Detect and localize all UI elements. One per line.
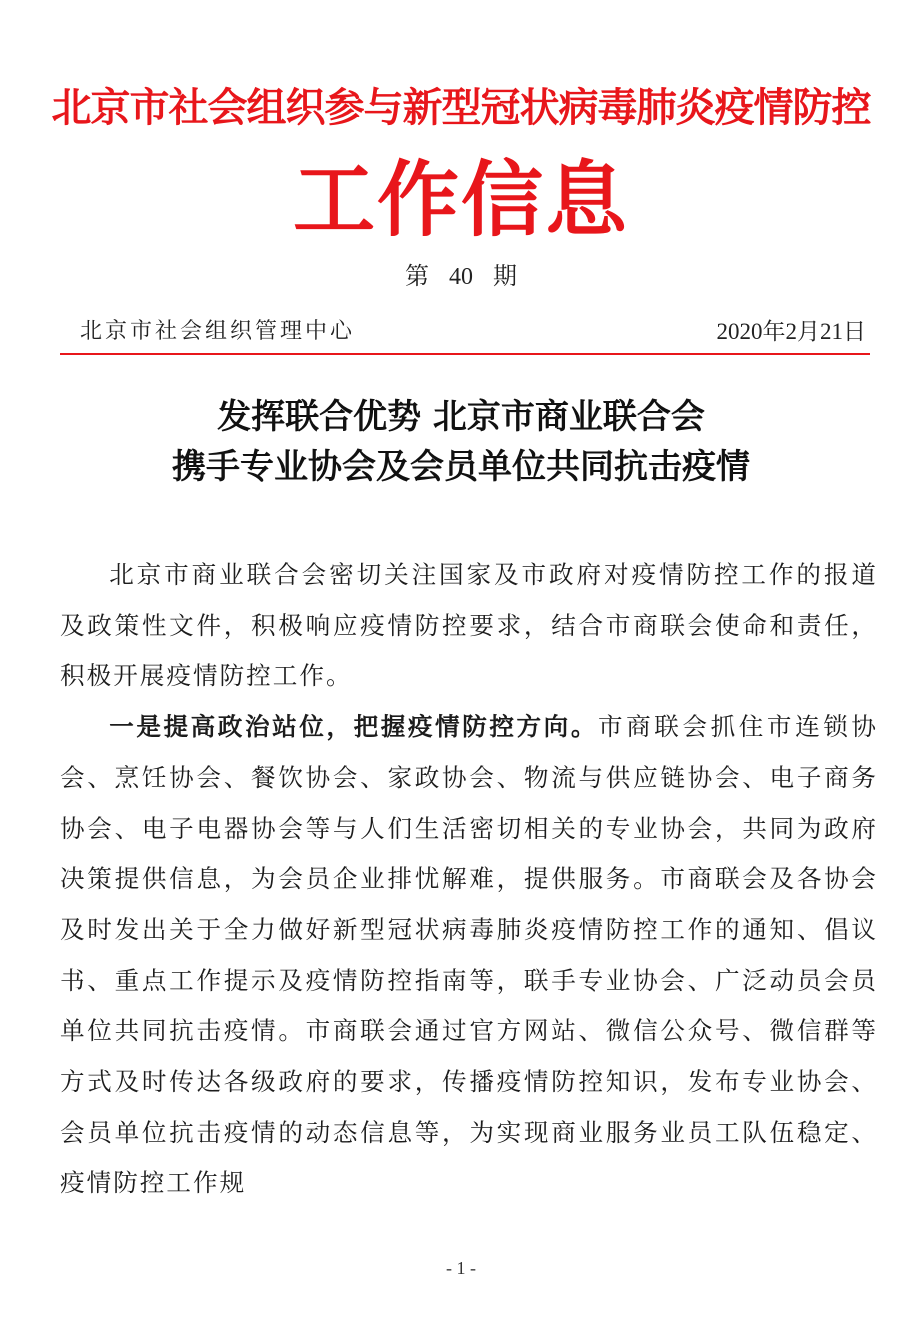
paragraph-point-one-text: 市商联会抓住市连锁协会、烹饪协会、餐饮协会、家政协会、物流与供应链协会、电子商务协会、电子电器协会等与人们生活密切相关的专业协会，共同为政府决策提供信息，为会员企业排忧解难，提供服务。市商联会及各协会及时发出关于全力做好新型冠状病毒肺炎疫情防控工作的通知、倡议书、重点工作提示及疫情防控指南等，联手专业协会、广泛动员会员单位共同抗击疫情。市商联会通过官方网站、微信公众号、微信群等方式及时传达各级政府的要求，传播疫情防控知识，发布专业协会、会员单位抗击疫情的动态信息等，为实现商业服务业员工队伍稳定、疫情防控工作规	[60, 712, 878, 1198]
issue-suffix: 期	[493, 262, 517, 290]
paragraph-point-one	[60, 702, 878, 1209]
article-headline	[40, 392, 882, 492]
article-body	[60, 550, 878, 1209]
page-number: - 1 -	[446, 1258, 476, 1278]
headline-line-1: 发挥联合优势 北京市商业联合会	[217, 397, 705, 437]
red-divider-rule	[60, 353, 870, 355]
issue-prefix: 第	[405, 262, 429, 290]
publication-date: 2020年2月21日	[716, 319, 866, 344]
paragraph-lead-heading: 一是提高政治站位，把握疫情防控方向。	[109, 712, 598, 742]
issue-number: 40	[449, 264, 473, 290]
publication-meta	[80, 314, 866, 350]
headline-line-2: 携手专业协会及会员单位共同抗击疫情	[172, 447, 750, 487]
paragraph-intro: 北京市商业联合会密切关注国家及市政府对疫情防控工作的报道及政策性文件，积极响应疫情防控要求，结合市商联会使命和责任，积极开展疫情防控工作。	[60, 560, 878, 691]
masthead-title: 工作信息	[292, 152, 629, 248]
publisher-name: 北京市社会组织管理中心	[80, 319, 356, 344]
issue-number-line	[0, 258, 922, 295]
masthead-organization-line: 北京市社会组织参与新型冠状病毒肺炎疫情防控	[51, 84, 871, 131]
